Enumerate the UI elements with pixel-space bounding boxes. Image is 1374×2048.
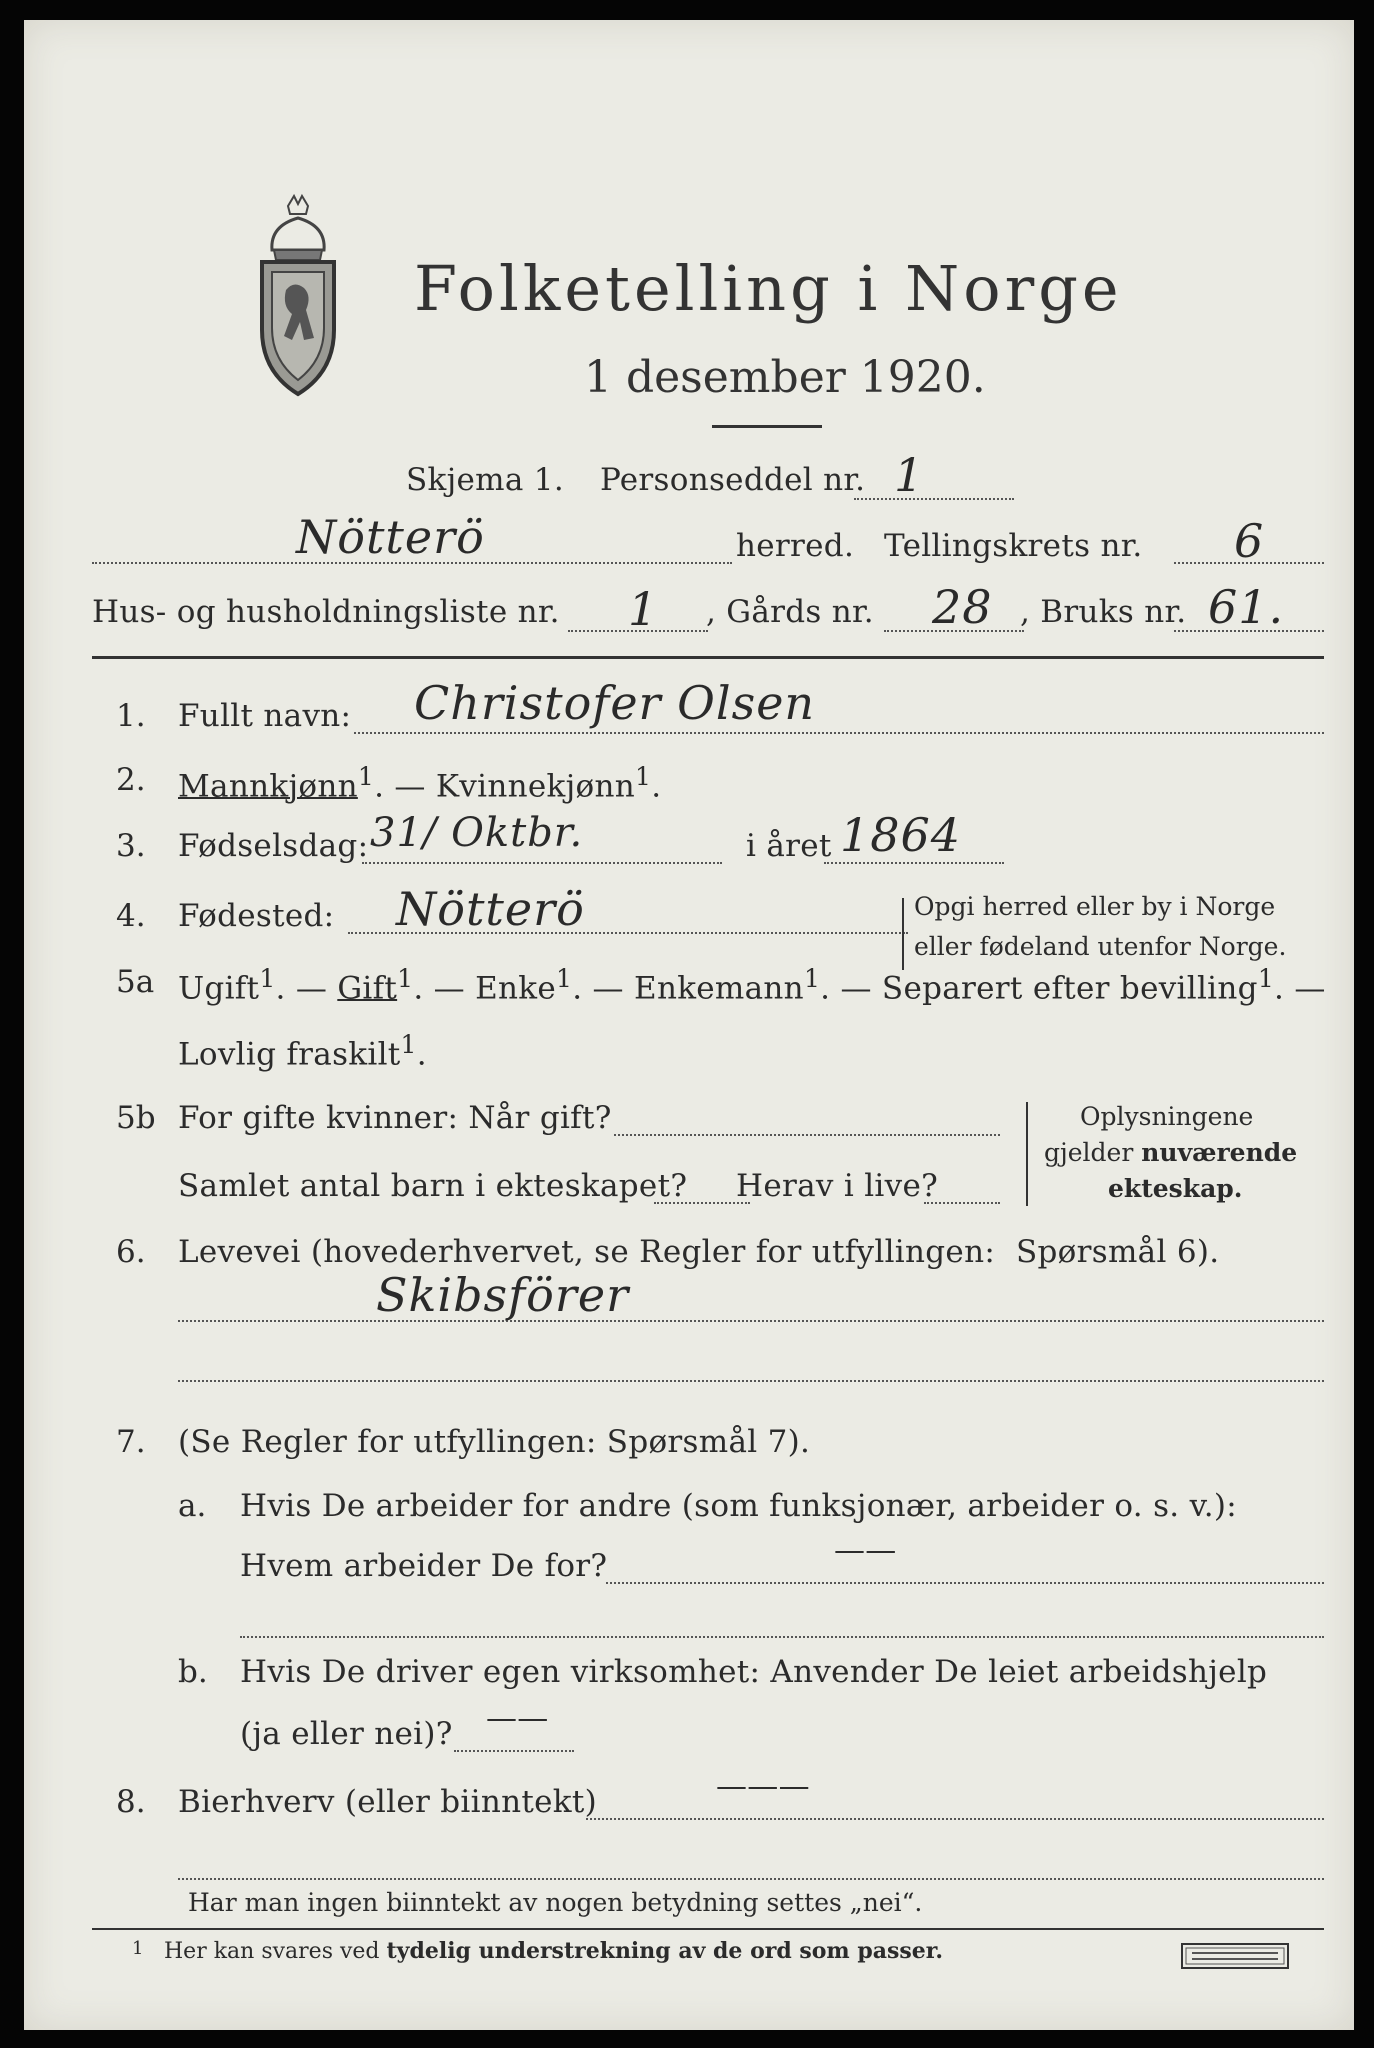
q3-value: 31/ Oktbr. xyxy=(370,810,584,856)
form-title: Folketelling i Norge xyxy=(414,252,1123,325)
q2-sep: . — xyxy=(374,768,436,805)
q5a-enkemann: . — Enkemann xyxy=(572,970,804,1007)
q4-brace xyxy=(902,898,904,970)
q7a-number: a. xyxy=(178,1488,207,1524)
printer-stamp-icon xyxy=(1180,1942,1290,1970)
tellingskrets-value: 6 xyxy=(1234,514,1265,568)
footnote-text-b: tydelig understrekning av de ord som passer. xyxy=(386,1938,944,1964)
hus-value: 1 xyxy=(628,582,659,636)
q8-value: ——— xyxy=(716,1768,810,1804)
q3-year-value: 1864 xyxy=(840,808,962,862)
q3-label: Fødselsdag: xyxy=(178,828,369,864)
q7b-label-2: (ja eller nei)? xyxy=(240,1716,453,1752)
q4-note-1: Opgi herred eller by i Norge xyxy=(914,892,1276,921)
q5a-sup5: 1 xyxy=(1257,964,1275,993)
q6-label: Levevei (hovederhvervet, se Regler for utfyllingen: xyxy=(178,1234,996,1270)
header-divider xyxy=(92,656,1324,659)
q2-sup1: 1 xyxy=(357,762,375,791)
q5a-separert: . — Separert efter bevilling xyxy=(820,970,1258,1007)
q1-label: Fullt navn: xyxy=(178,698,352,734)
q7b-line xyxy=(454,1750,574,1752)
q6-number: 6. xyxy=(116,1234,146,1270)
hus-label: Hus- og husholdningsliste nr. xyxy=(92,594,560,630)
q2-mann: Mannkjønn xyxy=(178,768,358,805)
q5b-line-3 xyxy=(924,1202,1000,1204)
q5a-sup3: 1 xyxy=(556,964,573,993)
schema-label: Skjema 1. xyxy=(406,462,564,498)
q8-number: 8. xyxy=(116,1784,146,1820)
q4-note-2: eller fødeland utenfor Norge. xyxy=(914,932,1287,961)
q4-label: Fødested: xyxy=(178,898,335,934)
q5a-sup2: 1 xyxy=(397,964,414,993)
q5a-ugift: Ugift xyxy=(178,970,260,1007)
q5a-line2-end: . xyxy=(416,1036,427,1073)
q2-sup2: 1 xyxy=(635,762,652,791)
herred-label: herred. xyxy=(736,528,855,564)
q2-number: 2. xyxy=(116,762,146,798)
q3-line xyxy=(362,862,722,864)
q5a-options xyxy=(178,964,1326,1006)
q5a-sup4: 1 xyxy=(803,964,821,993)
q1-value: Christofer Olsen xyxy=(414,676,816,730)
q1-number: 1. xyxy=(116,698,146,734)
q2-end: . xyxy=(651,768,662,805)
q5b-number: 5b xyxy=(116,1100,156,1136)
q7a-line-2 xyxy=(240,1636,1324,1638)
q7-label: (Se Regler for utfyllingen: Spørsmål 7). xyxy=(178,1424,811,1460)
q7b-label-1: Hvis De driver egen virksomhet: Anvender De leiet arbeidshjelp xyxy=(240,1654,1268,1690)
personseddel-line xyxy=(854,498,1014,500)
q3-number: 3. xyxy=(116,828,146,864)
personseddel-label: Personseddel nr. xyxy=(600,462,866,498)
q6-line-1 xyxy=(178,1320,1324,1322)
q7a-label-2: Hvem arbeider De for? xyxy=(240,1548,608,1584)
footnote-divider xyxy=(92,1928,1324,1930)
personseddel-value: 1 xyxy=(894,448,925,502)
q6-line-2 xyxy=(178,1380,1324,1382)
q5a-enke: . — Enke xyxy=(413,970,557,1007)
q5a-fraskilt: Lovlig fraskilt xyxy=(178,1036,401,1073)
q4-number: 4. xyxy=(116,898,146,934)
q7b-number: b. xyxy=(178,1654,208,1690)
q8-label: Bierhverv (eller biinntekt) xyxy=(178,1784,598,1820)
footnote-text-a: Her kan svares ved xyxy=(164,1939,387,1964)
footnote-mark: 1 xyxy=(132,1938,144,1959)
q7a-value: —— xyxy=(834,1532,897,1568)
q5a-gift: Gift xyxy=(337,970,398,1007)
q5b-brace xyxy=(1026,1102,1028,1206)
q1-line xyxy=(354,732,1324,734)
bruks-value: 61. xyxy=(1208,580,1285,634)
q5a-end: . — xyxy=(1274,970,1326,1007)
q5a-number: 5a xyxy=(116,964,155,1000)
herred-value: Nötterö xyxy=(296,510,485,564)
q3-year-label: i året xyxy=(746,828,832,864)
gards-label: , Gårds nr. xyxy=(706,594,874,630)
title-divider xyxy=(712,425,822,428)
q5a-sup6: 1 xyxy=(400,1030,417,1059)
gards-value: 28 xyxy=(932,580,993,634)
footnote-text xyxy=(164,1938,943,1964)
q5b-note-2 xyxy=(1044,1138,1297,1167)
q5a-line2 xyxy=(178,1030,427,1072)
q5b-label-2: Samlet antal barn i ekteskapet? xyxy=(178,1168,688,1204)
q5a-sep1: . — xyxy=(275,970,338,1007)
census-date: 1 desember 1920. xyxy=(584,352,986,403)
q5b-note-2b: nuværende xyxy=(1141,1138,1298,1167)
q5b-label-3: Herav i live? xyxy=(736,1168,939,1204)
q7-number: 7. xyxy=(116,1424,146,1460)
q8-line-2 xyxy=(178,1878,1324,1880)
q2-kvinne: Kvinnekjønn xyxy=(435,768,635,805)
q5b-label-1: For gifte kvinner: Når gift? xyxy=(178,1100,612,1136)
census-form xyxy=(24,20,1354,2030)
q4-value: Nötterö xyxy=(396,882,585,936)
q6-value: Skibsförer xyxy=(376,1268,630,1322)
bruks-label: , Bruks nr. xyxy=(1020,594,1187,630)
q2-options xyxy=(178,762,661,804)
q8-line-1 xyxy=(586,1818,1324,1820)
q5b-line-1 xyxy=(614,1134,1000,1136)
q7b-value: —— xyxy=(486,1700,549,1736)
q5b-note-3: ekteskap. xyxy=(1108,1174,1243,1203)
norway-coat-of-arms-icon xyxy=(250,190,346,400)
q5b-note-1: Oplysningene xyxy=(1080,1102,1254,1131)
q7a-line-1 xyxy=(606,1582,1324,1584)
q8-note: Har man ingen biinntekt av nogen betydning settes „nei“. xyxy=(188,1888,923,1917)
q3-year-line xyxy=(824,862,1004,864)
q6-label-end: Spørsmål 6). xyxy=(1016,1234,1220,1270)
q7a-label-1: Hvis De arbeider for andre (som funksjonær, arbeider o. s. v.): xyxy=(240,1488,1238,1524)
tellingskrets-label: Tellingskrets nr. xyxy=(884,528,1143,564)
q5a-sup1: 1 xyxy=(259,964,276,993)
q5b-note-2a: gjelder xyxy=(1044,1138,1142,1167)
